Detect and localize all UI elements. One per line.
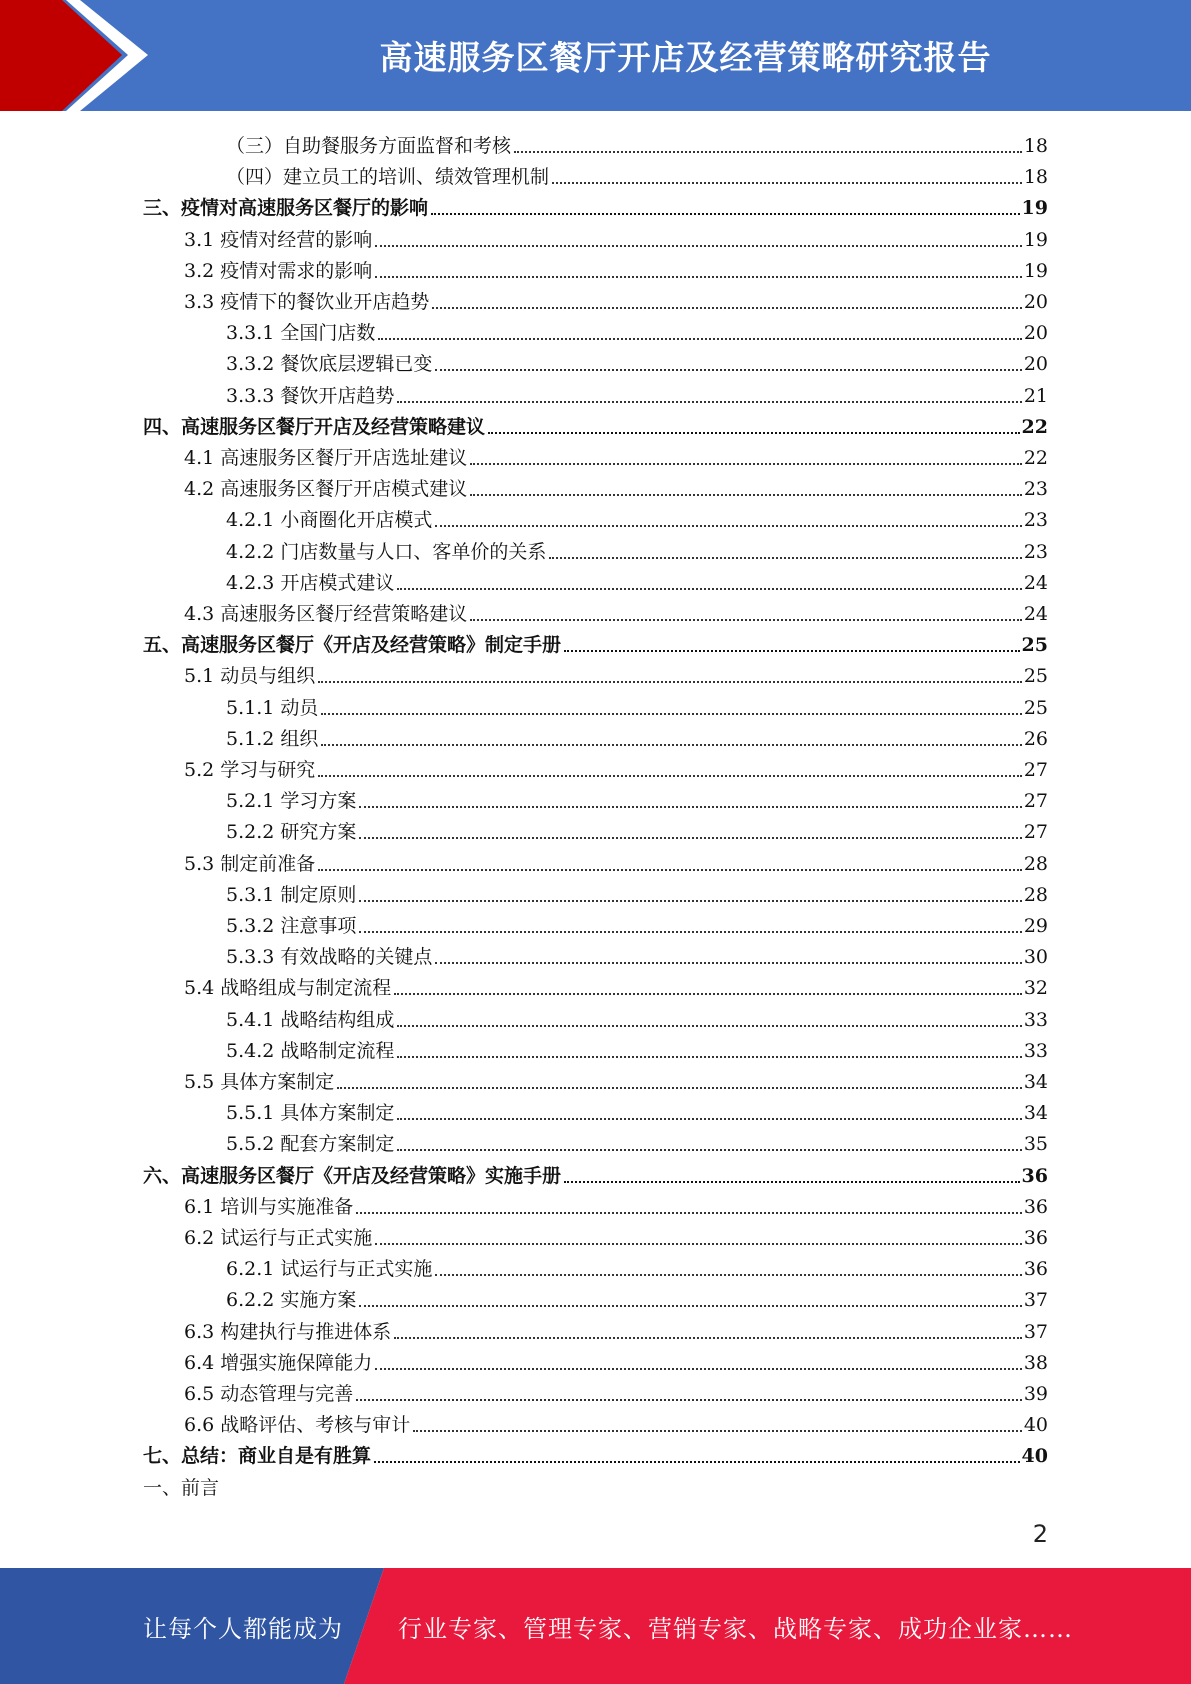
- toc-entry[interactable]: [143, 1469, 1048, 1500]
- toc-entry-label: 4.2.3 开店模式建议: [226, 571, 395, 594]
- toc-dot-leader: [356, 1399, 1022, 1401]
- toc-dot-leader: [321, 713, 1021, 715]
- toc-dot-leader: [359, 900, 1021, 902]
- toc-entry-label: 5.3.1 制定原则: [226, 883, 357, 906]
- toc-dot-leader: [488, 432, 1020, 434]
- toc-dot-leader: [359, 837, 1021, 839]
- toc-dot-leader: [337, 1087, 1022, 1089]
- toc-entry[interactable]: [184, 1219, 1048, 1250]
- toc-entry-label: 6.1 培训与实施准备: [184, 1195, 354, 1218]
- toc-entry-label: 5.4 战略组成与制定流程: [184, 977, 392, 1000]
- toc-dot-leader: [321, 744, 1021, 746]
- toc-entry[interactable]: [226, 533, 1048, 564]
- toc-entry-label: （四）建立员工的培训、绩效管理机制: [226, 166, 550, 189]
- toc-entry-label: 3.3.3 餐饮开店趋势: [226, 384, 395, 407]
- toc-entry-page: 33: [1023, 1008, 1048, 1031]
- toc-entry-label: 4.2.1 小商圈化开店模式: [226, 509, 433, 532]
- footer-slogan-right: 行业专家、管理专家、营销专家、战略专家、成功企业家……: [398, 1614, 1073, 1643]
- toc-dot-leader: [470, 494, 1022, 496]
- toc-entry-label: 6.2.2 实施方案: [226, 1289, 357, 1312]
- toc-entry-page: 36: [1023, 1258, 1048, 1281]
- toc-entry-label: 4.2.2 门店数量与人口、客单价的关系: [226, 540, 547, 563]
- toc-dot-leader: [318, 775, 1022, 777]
- toc-entry-label: 5.4.1 战略结构组成: [226, 1008, 395, 1031]
- toc-entry-page: 25: [1023, 665, 1048, 688]
- toc-dot-leader: [552, 182, 1022, 184]
- toc-dot-leader: [356, 1212, 1022, 1214]
- toc-entry-label: 3.3 疫情下的餐饮业开店趋势: [184, 291, 430, 313]
- toc-entry[interactable]: [226, 501, 1048, 532]
- toc-entry-label: 6.2 试运行与正式实施: [184, 1227, 373, 1249]
- toc-entry[interactable]: [184, 1406, 1048, 1437]
- toc-entry[interactable]: [184, 283, 1048, 314]
- toc-entry-label: 6.5 动态管理与完善: [184, 1383, 354, 1405]
- toc-dot-leader: [397, 1149, 1021, 1151]
- toc-dot-leader: [397, 1056, 1021, 1058]
- toc-entry-label: 4.3 高速服务区餐厅经营策略建议: [184, 603, 468, 625]
- toc-entry[interactable]: [226, 689, 1048, 720]
- toc-entry-label: 6.6 战略评估、考核与审计: [184, 1414, 411, 1437]
- toc-dot-leader: [375, 245, 1022, 247]
- toc-entry-label: 5.2.1 学习方案: [226, 790, 357, 813]
- toc-entry[interactable]: [184, 470, 1048, 501]
- toc-entry[interactable]: [226, 377, 1048, 408]
- toc-entry-page: 37: [1023, 1320, 1048, 1343]
- page-number: 2: [1032, 1520, 1048, 1548]
- toc-entry[interactable]: [184, 751, 1048, 782]
- toc-entry[interactable]: [226, 1094, 1048, 1125]
- toc-entry-page: 38: [1023, 1351, 1048, 1374]
- toc-entry-label: 5.3.2 注意事项: [226, 915, 357, 937]
- toc-dot-leader: [432, 307, 1022, 309]
- toc-entry[interactable]: [184, 969, 1048, 1000]
- toc-entry-page: 33: [1023, 1039, 1048, 1062]
- toc-entry-page: 30: [1023, 946, 1048, 969]
- toc-dot-leader: [413, 1430, 1022, 1432]
- toc-entry-label: 七、总结：商业自是有胜算: [143, 1445, 372, 1468]
- toc-entry-label: 5.3 制定前准备: [184, 852, 316, 875]
- toc-entry-label: 四、高速服务区餐厅开店及经营策略建议: [143, 415, 486, 438]
- toc-entry-page: 32: [1023, 977, 1048, 1000]
- toc-entry[interactable]: [184, 1063, 1048, 1094]
- toc-entry-label: 3.3.1 全国门店数: [226, 322, 376, 345]
- toc-entry[interactable]: [226, 813, 1048, 844]
- toc-entry-label: 4.1 高速服务区餐厅开店选址建议: [184, 447, 468, 469]
- toc-dot-leader: [397, 588, 1021, 590]
- toc-dot-leader: [435, 525, 1021, 527]
- toc-entry-page: 39: [1023, 1383, 1048, 1405]
- toc-entry-label: 3.1 疫情对经营的影响: [184, 228, 373, 251]
- toc-entry-label: 4.2 高速服务区餐厅开店模式建议: [184, 478, 468, 501]
- toc-entry[interactable]: [184, 1375, 1048, 1406]
- toc-dot-leader: [435, 369, 1021, 371]
- toc-entry-page: 29: [1023, 915, 1048, 937]
- toc-entry-page: 26: [1023, 727, 1048, 750]
- toc-entry-label: 3.2 疫情对需求的影响: [184, 259, 373, 282]
- toc-entry-page: 40: [1023, 1414, 1048, 1437]
- toc-entry-label: 5.5.2 配套方案制定: [226, 1133, 395, 1156]
- toc-entry-page: 35: [1023, 1133, 1048, 1156]
- toc-entry[interactable]: [226, 876, 1048, 907]
- toc-dot-leader: [397, 1118, 1021, 1120]
- toc-entry-page: 28: [1023, 883, 1048, 906]
- toc-entry-label: 5.5.1 具体方案制定: [226, 1102, 395, 1125]
- toc-entry[interactable]: [226, 1001, 1048, 1032]
- toc-dot-leader: [359, 806, 1021, 808]
- toc-entry-page: 24: [1023, 571, 1048, 594]
- toc-entry[interactable]: [226, 1032, 1048, 1063]
- toc-entry-page: 36: [1021, 1164, 1048, 1187]
- toc-entry-page: 19: [1023, 259, 1048, 282]
- toc-entry-label: 一、前言: [143, 1476, 220, 1499]
- toc-entry-page: 19: [1023, 228, 1048, 251]
- toc-entry-page: 22: [1023, 447, 1048, 469]
- toc-dot-leader: [470, 619, 1022, 621]
- toc-entry-page: 23: [1023, 540, 1048, 563]
- toc-dot-leader: [359, 931, 1021, 933]
- toc-dot-leader: [375, 276, 1022, 278]
- toc-entry[interactable]: [226, 345, 1048, 376]
- toc-entry[interactable]: [226, 907, 1048, 938]
- toc-entry-page: 18: [1023, 166, 1048, 189]
- toc-entry-label: 5.1.1 动员: [226, 696, 319, 719]
- toc-entry-label: 6.2.1 试运行与正式实施: [226, 1258, 433, 1281]
- toc-entry[interactable]: [184, 1344, 1048, 1375]
- toc-entry-page: 36: [1023, 1195, 1048, 1218]
- toc-dot-leader: [431, 213, 1020, 215]
- toc-entry[interactable]: [143, 1157, 1048, 1188]
- toc-entry-label: 5.4.2 战略制定流程: [226, 1039, 395, 1062]
- toc-entry[interactable]: [226, 938, 1048, 969]
- toc-dot-leader: [435, 1274, 1021, 1276]
- toc-entry[interactable]: [184, 252, 1048, 283]
- toc-entry-label: 3.3.2 餐饮底层逻辑已变: [226, 353, 433, 376]
- toc-dot-leader: [470, 463, 1022, 465]
- toc-entry-page: 20: [1023, 291, 1048, 313]
- toc-entry[interactable]: [184, 221, 1048, 252]
- toc-entry[interactable]: [226, 158, 1048, 189]
- toc-entry-page: 40: [1021, 1445, 1048, 1468]
- toc-entry-page: 23: [1023, 478, 1048, 501]
- toc-entry-page: 18: [1023, 135, 1048, 157]
- toc-entry-page: 23: [1023, 509, 1048, 532]
- toc-entry[interactable]: [184, 657, 1048, 688]
- toc-dot-leader: [514, 151, 1022, 153]
- toc-entry-page: 27: [1023, 790, 1048, 813]
- toc-dot-leader: [394, 1337, 1022, 1339]
- toc-dot-leader: [375, 1243, 1022, 1245]
- toc-entry-label: 5.5 具体方案制定: [184, 1071, 335, 1093]
- toc-entry-page: 25: [1023, 696, 1048, 719]
- toc-entry-page: 27: [1023, 759, 1048, 781]
- toc-entry-page: 20: [1023, 353, 1048, 376]
- toc-dot-leader: [564, 650, 1020, 652]
- report-title: 高速服务区餐厅开店及经营策略研究报告: [379, 38, 992, 77]
- toc-entry-label: 5.1.2 组织: [226, 727, 319, 750]
- toc-entry[interactable]: [226, 720, 1048, 751]
- toc-entry[interactable]: [226, 314, 1048, 345]
- toc-entry[interactable]: [226, 564, 1048, 595]
- toc-entry-page: 21: [1023, 384, 1048, 407]
- footer-slogan-left: 让每个人都能成为: [143, 1614, 343, 1643]
- toc-entry-label: 6.4 增强实施保障能力: [184, 1351, 373, 1374]
- toc-dot-leader: [318, 869, 1022, 871]
- toc-entry-page: 22: [1021, 415, 1048, 438]
- toc-entry-page: 34: [1023, 1102, 1048, 1125]
- toc-entry-page: 36: [1023, 1227, 1048, 1249]
- toc-entry-page: 27: [1023, 821, 1048, 844]
- toc-entry-label: 6.3 构建执行与推进体系: [184, 1320, 392, 1343]
- toc-entry[interactable]: [226, 1125, 1048, 1156]
- toc-entry-page: 19: [1021, 197, 1048, 220]
- toc-entry-label: 5.2.2 研究方案: [226, 821, 357, 844]
- toc-entry-page: 25: [1021, 634, 1048, 657]
- toc-entry[interactable]: [143, 189, 1048, 220]
- toc-entry[interactable]: [143, 626, 1048, 657]
- toc-dot-leader: [374, 1461, 1020, 1463]
- toc-entry-label: 六、高速服务区餐厅《开店及经营策略》实施手册: [143, 1164, 562, 1187]
- toc-entry[interactable]: [226, 127, 1048, 158]
- toc-entry-label: 5.3.3 有效战略的关键点: [226, 946, 433, 969]
- toc-entry[interactable]: [184, 1313, 1048, 1344]
- toc-dot-leader: [318, 681, 1022, 683]
- toc-entry[interactable]: [184, 595, 1048, 626]
- toc-entry-page: 24: [1023, 603, 1048, 625]
- toc-dot-leader: [375, 1368, 1022, 1370]
- toc-entry-label: 五、高速服务区餐厅《开店及经营策略》制定手册: [143, 634, 562, 657]
- toc-entry[interactable]: [143, 1437, 1048, 1468]
- footer-banner: [0, 1568, 1191, 1684]
- toc-dot-leader: [549, 557, 1021, 559]
- toc-entry-label: 三、疫情对高速服务区餐厅的影响: [143, 197, 429, 220]
- toc-entry-page: 37: [1023, 1289, 1048, 1312]
- toc-entry[interactable]: [184, 845, 1048, 876]
- toc-entry-page: 28: [1023, 852, 1048, 875]
- toc-entry[interactable]: [184, 1188, 1048, 1219]
- toc-dot-leader: [359, 1305, 1021, 1307]
- toc-dot-leader: [435, 962, 1021, 964]
- toc-dot-leader: [397, 401, 1021, 403]
- red-arrow-decoration: [0, 0, 160, 111]
- toc-entry-page: 34: [1023, 1071, 1048, 1093]
- toc-entry[interactable]: [184, 439, 1048, 470]
- toc-entry[interactable]: [226, 1281, 1048, 1312]
- header-banner: [0, 0, 1191, 111]
- toc-entry-page: 20: [1023, 322, 1048, 345]
- toc-dot-leader: [394, 993, 1022, 995]
- toc-entry[interactable]: [226, 782, 1048, 813]
- toc-entry-label: 5.2 学习与研究: [184, 759, 316, 781]
- toc-dot-leader: [564, 1181, 1020, 1183]
- toc-entry-label: 5.1 动员与组织: [184, 665, 316, 688]
- toc-entry-label: （三）自助餐服务方面监督和考核: [226, 135, 512, 157]
- toc-entry[interactable]: [226, 1250, 1048, 1281]
- toc-entry[interactable]: [143, 408, 1048, 439]
- toc-dot-leader: [378, 338, 1021, 340]
- toc-dot-leader: [397, 1025, 1021, 1027]
